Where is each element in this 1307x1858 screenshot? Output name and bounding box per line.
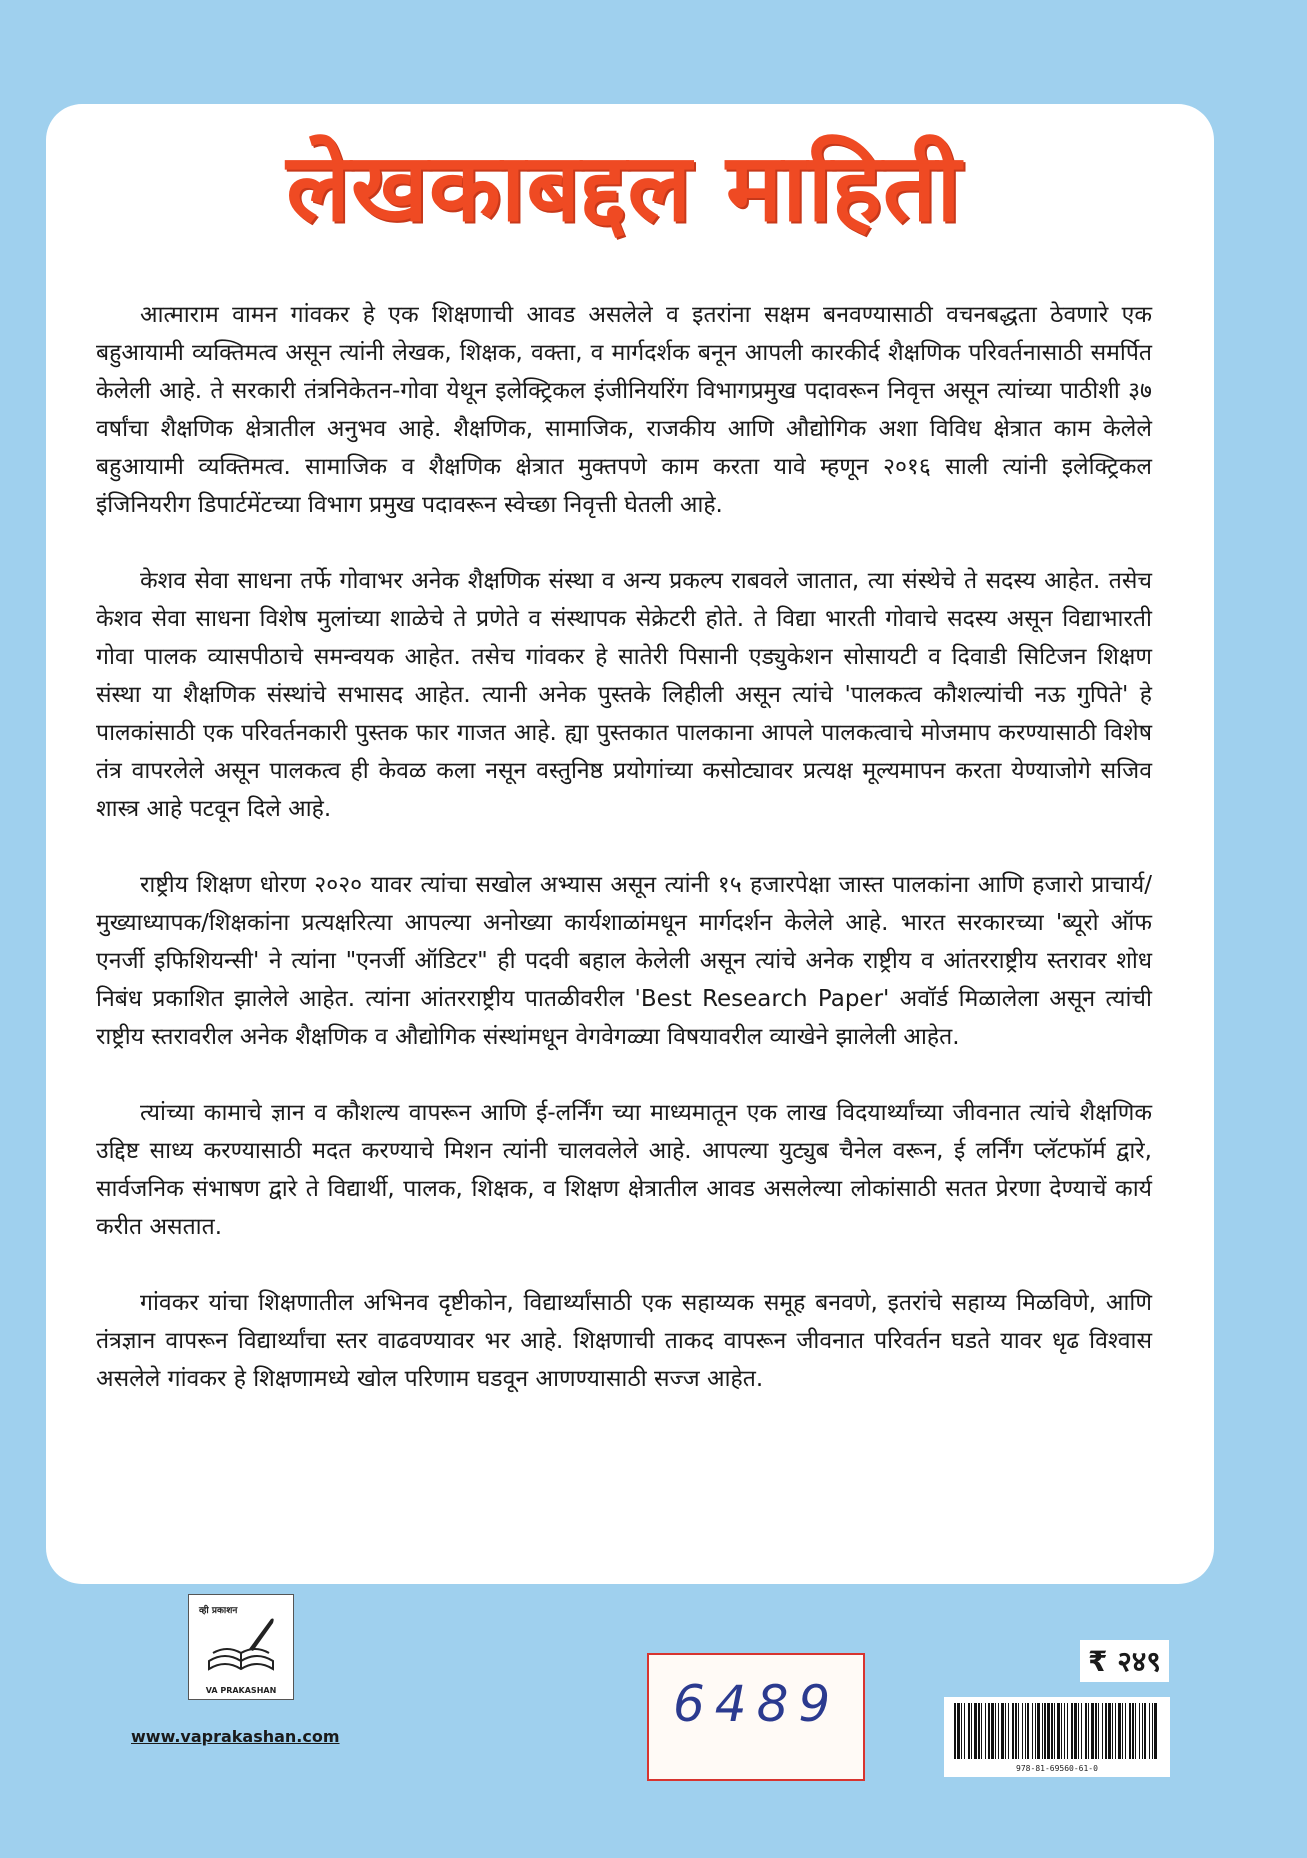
publisher-logo-top-text: व्ही प्रकाशन — [199, 1606, 238, 1616]
book-quill-icon — [201, 1613, 281, 1677]
paragraph-1: आत्माराम वामन गांवकर हे एक शिक्षणाची आवड असलेले व इतरांना सक्षम बनवण्यासाठी वचनबद्धता ठेवणारे एक बहुआयामी व्यक्तिमत्व असून त्यांनी लेखक, शिक्षक, वक्ता, व मार्गदर्शक बनून आपली कारकीर्द शैक्षणिक परिवर्तनासाठी समर्पित केलेली आहे. ते सरकारी तंत्रनिकेतन-गोवा येथून इलेक्ट्रिकल इंजीनियरिंग विभागप्रमुख पदावरून निवृत्त असून त्यांच्या पाठीशी ३७ वर्षांचा शैक्षणिक क्षेत्रातील अनुभव आहे. शैक्षणिक, सामाजिक, राजकीय आणि औद्योगिक अशा विविध क्षेत्रात काम केलेले बहुआयामी व्यक्तिमत्व. सामाजिक व शैक्षणिक क्षेत्रात मुक्तपणे काम करता यावे म्हणून २०१६ साली त्यांनी इलेक्ट्रिकल इंजिनियरीग डिपार्टमेंटच्या विभाग प्रमुख पदावरून स्वेच्छा निवृत्ती घेतली आहे. — [96, 302, 1152, 518]
paragraph-4: त्यांच्या कामाचे ज्ञान व कौशल्य वापरून आणि ई-लर्निंग च्या माध्यमातून एक लाख विदयार्थ्यांच्या जीवनात त्यांचे शैक्षणिक उद्दिष्ट साध्य करण्यासाठी मदत करण्याचे मिशन त्यांनी चालवलेले आहे. आपल्या युट्युब चैनेल वरून, ई लर्निंग प्लॅटफॉर्म द्वारे, सार्वजनिक संभाषण द्वारे ते विद्यार्थी, पालक, शिक्षक, व शिक्षण क्षेत्रातील आवड असलेल्या लोकांसाठी सतत प्रेरणा देण्याचें कार्य करीत असतात. — [96, 1100, 1152, 1240]
barcode — [944, 1697, 1170, 1777]
publisher-website-link[interactable]: www.vaprakashan.com — [131, 1727, 340, 1746]
stamp-box — [647, 1653, 865, 1781]
publisher-logo — [188, 1594, 294, 1700]
barcode-icon — [952, 1703, 1162, 1759]
paragraph-5: गांवकर यांचा शिक्षणातील अभिनव दृष्टीकोन, विद्यार्थ्यांसाठी एक सहाय्यक समूह बनवणे, इतरांचे सहाय्य मिळविणे, आणि तंत्रज्ञान वापरून विद्यार्थ्यांचा स्तर वाढवण्यावर भर आहे. शिक्षणाची ताकद वापरून जीवनात परिवर्तन घडते यावर धृढ विश्वास असलेले गांवकर हे शिक्षणामध्ये खोल परिणाम घडवून आणण्यासाठी सज्ज आहेत. — [96, 1290, 1152, 1392]
publisher-logo-bottom-text: VA PRAKASHAN — [205, 1686, 277, 1695]
price-label: ₹ २४९ — [1080, 1640, 1169, 1682]
content-panel — [46, 104, 1214, 1584]
page-title: लेखकाबद्दल माहिती — [286, 134, 962, 243]
stamp-number: 6489 — [673, 1675, 841, 1733]
isbn-number: 978-81-69560-61-0 — [1016, 1764, 1098, 1773]
paragraph-3: राष्ट्रीय शिक्षण धोरण २०२० यावर त्यांचा सखोल अभ्यास असून त्यांनी १५ हजारपेक्षा जास्त पालकांना आणि हजारो प्राचार्य/मुख्याध्यापक/शिक्षकांना प्रत्यक्षरित्या आपल्या अनोख्या कार्यशाळांमधून मार्गदर्शन केलेले आहे. भारत सरकारच्या 'ब्यूरो ऑफ एनर्जी इफिशियन्सी' ने त्यांना "एनर्जी ऑडिटर" ही पदवी बहाल केलेली असून त्यांचे अनेक राष्ट्रीय व आंतरराष्ट्रीय स्तरावर शोध निबंध प्रकाशित झालेले आहेत. त्यांना आंतरराष्ट्रीय पातळीवरील 'Best Research Paper' अवॉर्ड मिळालेला असून त्यांची राष्ट्रीय स्तरावरील अनेक शैक्षणिक व औद्योगिक संस्थांमधून वेगवेगळ्या विषयावरील व्याखेने झालेली आहेत. — [96, 872, 1152, 1050]
paragraph-2: केशव सेवा साधना तर्फे गोवाभर अनेक शैक्षणिक संस्था व अन्य प्रकल्प राबवले जातात, त्या संस्थेचे ते सदस्य आहेत. तसेच केशव सेवा साधना विशेष मुलांच्या शाळेचे ते प्रणेते व संस्थापक सेक्रेटरी होते. ते विद्या भारती गोवाचे सदस्य असून विद्याभारती गोवा पालक व्यासपीठाचे समन्वयक आहेत. तसेच गांवकर हे सातेरी पिसानी एड्युकेशन सोसायटी व दिवाडी सिटिजन शिक्षण संस्था या शैक्षणिक संस्थांचे सभासद आहेत. त्यानी अनेक पुस्तके लिहीली असून त्यांचे 'पालकत्व कौशल्यांची नऊ गुपिते' हे पालकांसाठी एक परिवर्तनकारी पुस्तक फार गाजत आहे. ह्या पुस्तकात पालकाना आपले पालकत्वाचे मोजमाप करण्यासाठी विशेष तंत्र वापरलेले असून पालकत्व ही केवळ कला नसून वस्तुनिष्ठ प्रयोगांच्या कसोट्यावर प्रत्यक्ष मूल्यमापन करता येण्याजोगे सजिव शास्त्र आहे पटवून दिले आहे. — [96, 568, 1152, 822]
